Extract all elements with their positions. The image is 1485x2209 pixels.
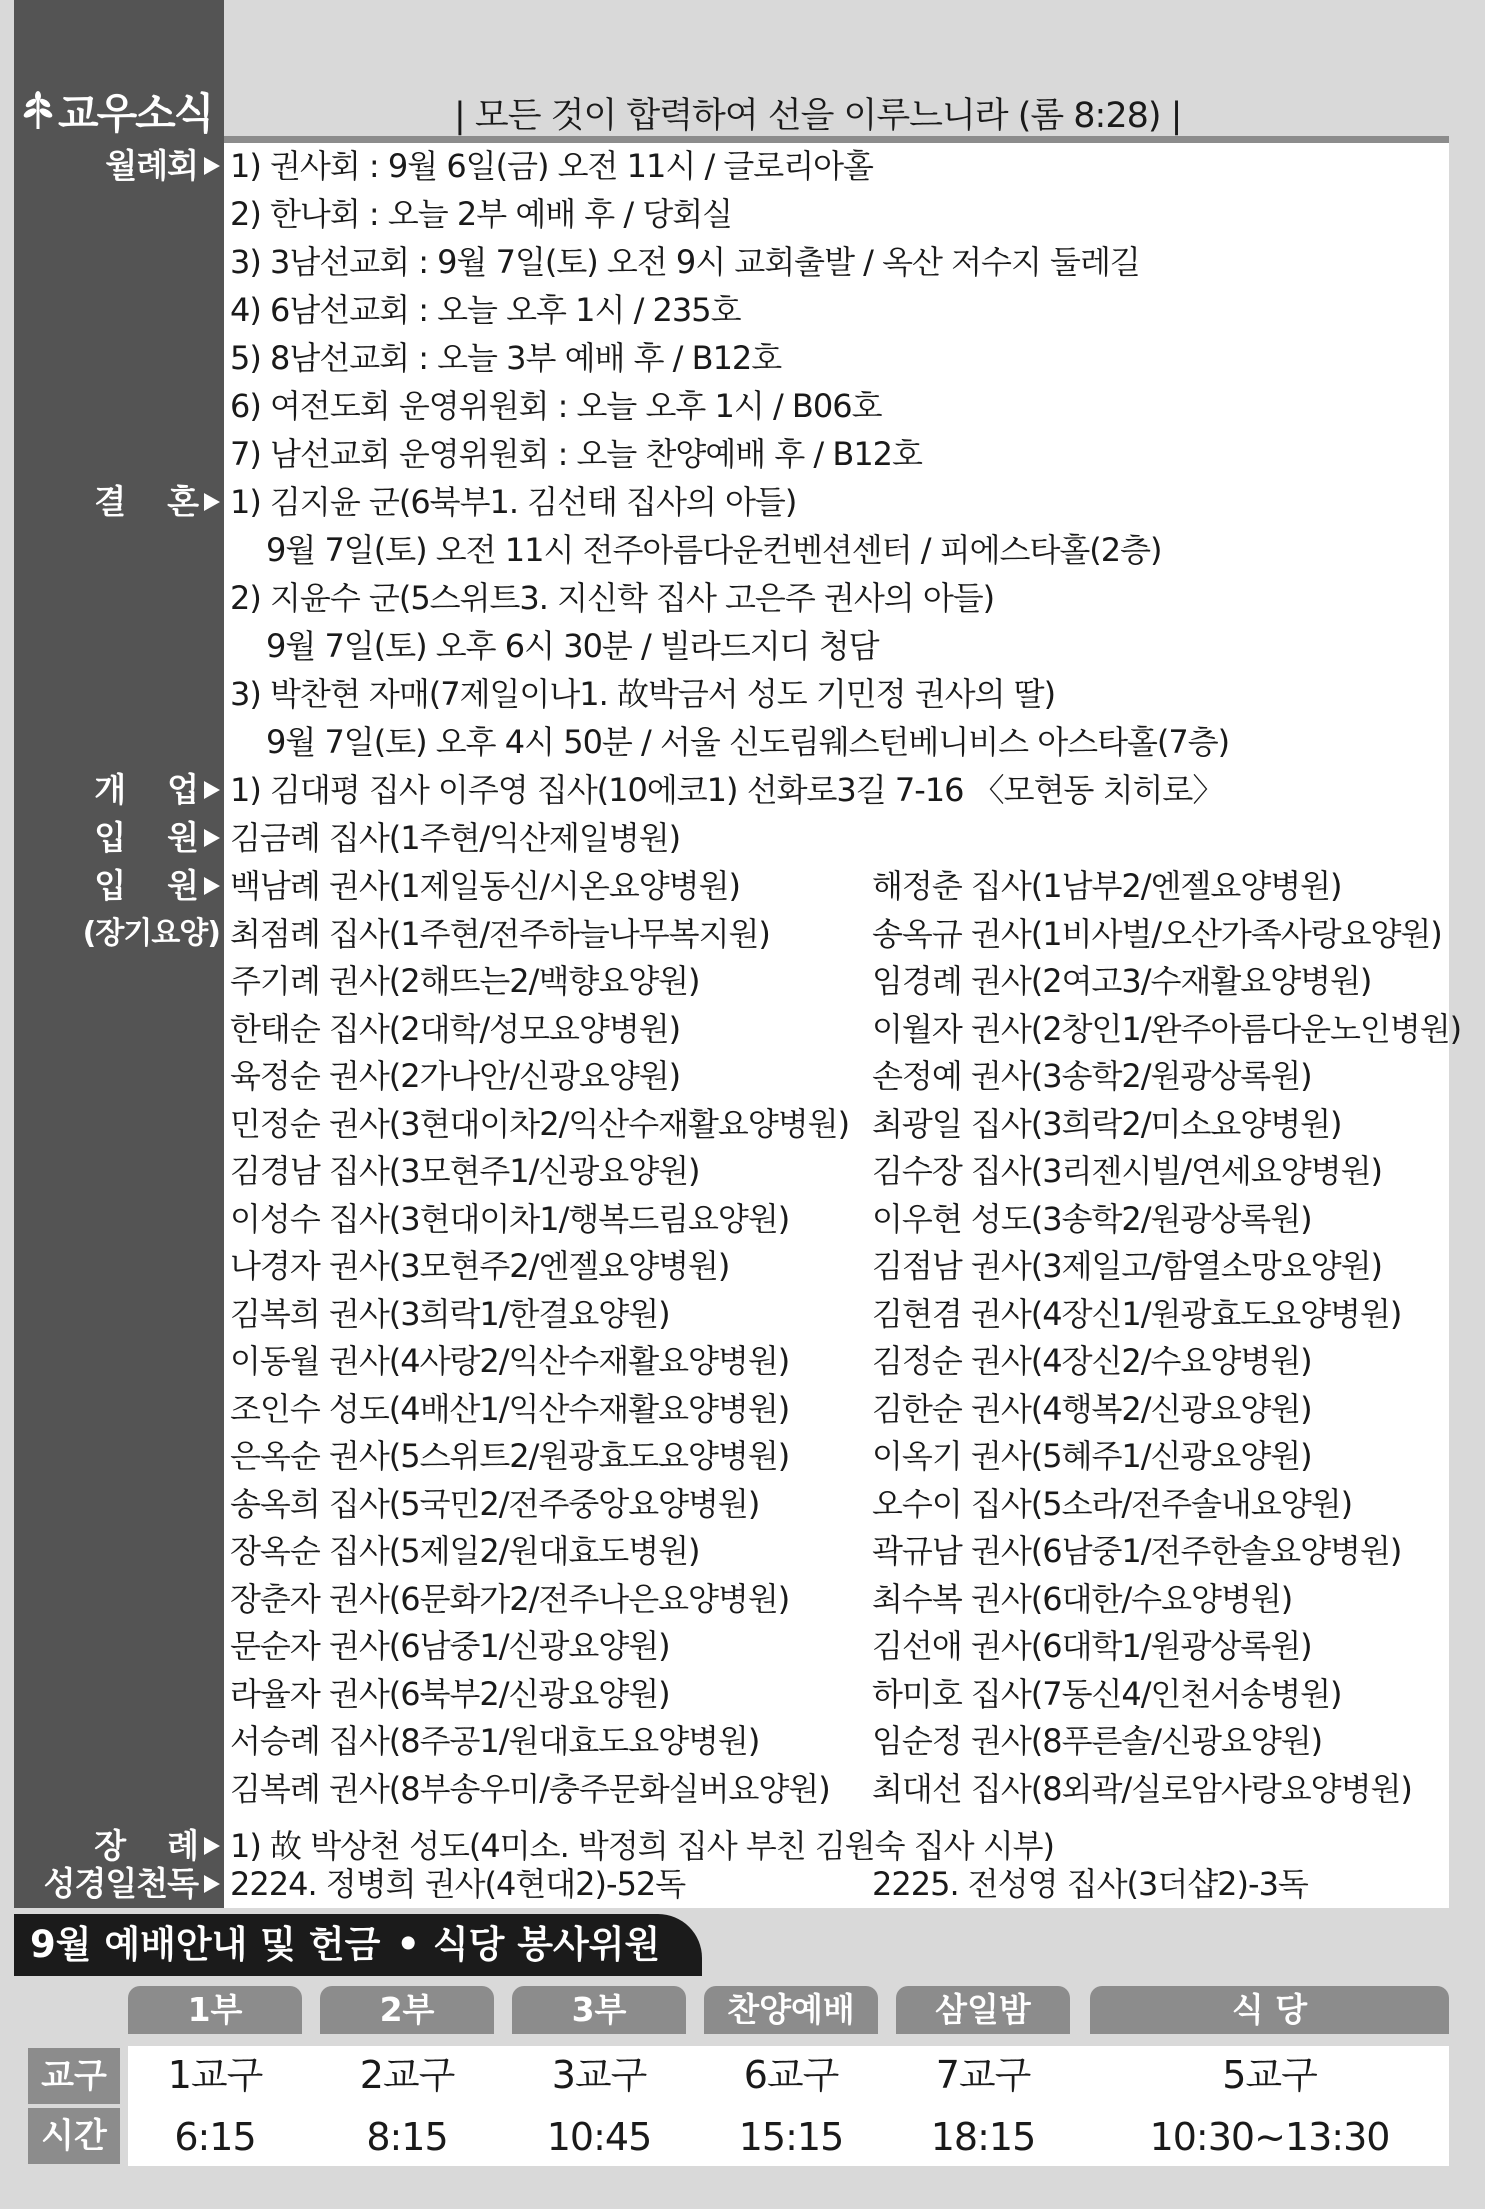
admission-label: 입 원: [14, 814, 224, 862]
longterm-row: [0, 910, 1449, 958]
list-item: 3) 박찬현 자매(7제일이나1. 故박금서 성도 기민정 권사의 딸): [230, 675, 1056, 713]
list-item: 김선애 권사(6대학1/원광상록원): [872, 1627, 1312, 1665]
admission-row: [0, 814, 1449, 862]
district-cell: 1교구: [167, 2053, 263, 2097]
list-item: 주기례 권사(2해뜨는2/백향요양원): [230, 962, 700, 1000]
list-item: 문순자 권사(6남중1/신광요양원): [230, 1627, 670, 1665]
district-cell: 3교구: [551, 2053, 647, 2097]
triangle-right-icon: [204, 1875, 220, 1893]
bible-reading-row: [0, 1860, 1449, 1908]
monthly-meeting-row-4: [0, 286, 1449, 334]
time-cell: 10:30~13:30: [1149, 2115, 1390, 2159]
list-item: 임순정 권사(8푸른솔/신광요양원): [872, 1722, 1323, 1760]
triangle-right-icon: [204, 1837, 220, 1855]
list-item: 나경자 권사(3모현주2/엔젤요양병원): [230, 1247, 730, 1285]
time-cell: 15:15: [738, 2115, 844, 2159]
list-item: 9월 7일(토) 오후 4시 50분 / 서울 신도림웨스턴베니비스 아스타홀(7층): [266, 723, 1230, 761]
list-item: 9월 7일(토) 오후 6시 30분 / 빌라드지디 청담: [266, 627, 879, 665]
opening-label: 개 업: [14, 766, 224, 814]
monthly-meeting-row-1: [0, 142, 1449, 190]
list-item: 육정순 권사(2가나안/신광요양원): [230, 1057, 681, 1095]
list-item: 1) 김대평 집사 이주영 집사(10에코1) 선화로3길 7-16 〈모현동 치히로〉: [230, 771, 1224, 809]
longterm-row: [0, 1480, 1449, 1528]
longterm-row: [0, 1195, 1449, 1243]
longterm-row: [0, 1290, 1449, 1338]
list-item: 최대선 집사(8외곽/실로암사랑요양병원): [872, 1769, 1412, 1808]
list-item: 이성수 집사(3현대이차1/행복드림요양원): [230, 1199, 790, 1238]
longterm-row: [0, 1432, 1449, 1480]
wedding-row-4: [0, 622, 1449, 670]
longterm-row: [0, 1052, 1449, 1100]
district-cell: 7교구: [935, 2053, 1031, 2097]
list-item: 김경남 집사(3모현주1/신광요양원): [230, 1152, 700, 1190]
list-item: 2225. 전성영 집사(3더샵2)-3독: [872, 1865, 1308, 1903]
list-item: 은옥순 권사(5스위트2/원광효도요양병원): [230, 1437, 790, 1475]
wedding-row-3: [0, 574, 1449, 622]
district-cell: 5교구: [1222, 2053, 1317, 2097]
section-title-text: 교우소식: [58, 89, 213, 138]
longterm-row: [0, 1717, 1449, 1765]
column-header: 삼일밤: [896, 1986, 1070, 2034]
worship-title-text: 9월 예배안내 및 헌금: [30, 1923, 381, 1966]
column-header: 식 당: [1090, 1986, 1449, 2034]
wedding-label: 결 혼: [14, 478, 224, 526]
triangle-right-icon: [204, 781, 220, 799]
wedding-row-6: [0, 718, 1449, 766]
monthly-meeting-label: 월례회: [14, 142, 224, 190]
list-item: 2) 한나회 : 오늘 2부 예배 후 / 당회실: [230, 195, 733, 233]
longterm-row: [0, 1242, 1449, 1290]
section-title: [14, 86, 224, 136]
longterm-row: [0, 1670, 1449, 1718]
list-item: 9월 7일(토) 오전 11시 전주아름다운컨벤션센터 / 피에스타홀(2층): [266, 531, 1162, 569]
bible-verse: | 모든 것이 합력하여 선을 이루느니라 (롬 8:28) |: [454, 96, 1182, 136]
longterm-row: [0, 1100, 1449, 1148]
longterm-row: [0, 1337, 1449, 1385]
bible-reading-label: 성경일천독: [14, 1860, 224, 1908]
list-item: 오수이 집사(5소라/전주솔내요양원): [872, 1484, 1353, 1523]
longterm-label: 입 원: [14, 862, 224, 910]
list-item: 조인수 성도(4배산1/익산수재활요양병원): [230, 1389, 790, 1428]
longterm-row: [0, 1575, 1449, 1623]
list-item: 김점남 권사(3제일고/함열소망요양원): [872, 1247, 1382, 1285]
time-cell: 8:15: [366, 2115, 448, 2159]
list-item: 최점례 집사(1주현/전주하늘나무복지원): [230, 914, 770, 953]
list-item: 1) 故 박상천 성도(4미소. 박정희 집사 부친 김원숙 집사 시부): [230, 1827, 1055, 1865]
list-item: 손정예 권사(3송학2/원광상록원): [872, 1057, 1312, 1095]
list-item: 이우현 성도(3송학2/원광상록원): [872, 1199, 1312, 1238]
triangle-right-icon: [204, 877, 220, 895]
list-item: 곽규남 권사(6남중1/전주한솔요양병원): [872, 1532, 1402, 1570]
longterm-row: [0, 1765, 1449, 1813]
list-item: 송옥규 권사(1비사벌/오산가족사랑요양원): [872, 914, 1442, 953]
wedding-row-5: [0, 670, 1449, 718]
list-item: 김정순 권사(4장신2/수요양병원): [872, 1342, 1312, 1380]
triangle-right-icon: [204, 829, 220, 847]
list-item: 3) 3남선교회 : 9월 7일(토) 오전 9시 교회출발 / 옥산 저수지 둘레길: [230, 243, 1140, 281]
list-item: 송옥희 집사(5국민2/전주중앙요양병원): [230, 1484, 760, 1523]
list-item: 백남례 권사(1제일동신/시온요양병원): [230, 867, 740, 905]
list-item: 6) 여전도회 운영위원회 : 오늘 오후 1시 / B06호: [230, 387, 882, 425]
column-header: 3부: [512, 1986, 686, 2034]
monthly-meeting-row-2: [0, 190, 1449, 238]
longterm-row: [0, 1385, 1449, 1433]
list-item: 2224. 정병희 권사(4현대2)-52독: [230, 1865, 686, 1903]
list-item: 최광일 집사(3희락2/미소요양병원): [872, 1104, 1342, 1143]
longterm-row: [0, 1527, 1449, 1575]
worship-section-title: [14, 1914, 702, 1976]
list-item: 장옥순 집사(5제일2/원대효도병원): [230, 1532, 700, 1570]
row-label-district: 교구: [28, 2048, 120, 2104]
funeral-label: 장 례: [14, 1822, 224, 1870]
time-cell: 18:15: [930, 2115, 1036, 2159]
longterm-row: [0, 862, 1449, 910]
row-label-time: 시간: [28, 2108, 120, 2164]
list-item: 이월자 권사(2창인1/완주아름다운노인병원): [872, 1009, 1462, 1048]
list-item: 이옥기 권사(5혜주1/신광요양원): [872, 1437, 1312, 1475]
list-item: 하미호 집사(7동신4/인천서송병원): [872, 1674, 1342, 1713]
column-header: 2부: [320, 1986, 494, 2034]
leaf-icon: [20, 91, 56, 131]
triangle-right-icon: [204, 157, 220, 175]
list-item: 이동월 권사(4사랑2/익산수재활요양병원): [230, 1342, 790, 1380]
longterm-row: [0, 957, 1449, 1005]
list-item: 임경례 권사(2여고3/수재활요양병원): [872, 962, 1372, 1000]
list-item: 한태순 집사(2대학/성모요양병원): [230, 1009, 681, 1048]
monthly-meeting-row-6: [0, 382, 1449, 430]
wedding-row-2: [0, 526, 1449, 574]
monthly-meeting-row-3: [0, 238, 1449, 286]
time-cell: 10:45: [546, 2115, 652, 2159]
list-item: 7) 남선교회 운영위원회 : 오늘 찬양예배 후 / B12호: [230, 435, 922, 473]
list-item: 1) 김지윤 군(6북부1. 김선태 집사의 아들): [230, 483, 797, 521]
list-item: 서승례 집사(8주공1/원대효도요양병원): [230, 1722, 760, 1760]
list-item: 1) 권사회 : 9월 6일(금) 오전 11시 / 글로리아홀: [230, 147, 873, 185]
list-item: 해정춘 집사(1남부2/엔젤요양병원): [872, 867, 1342, 905]
list-item: 김현겸 권사(4장신1/원광효도요양병원): [872, 1294, 1402, 1333]
longterm-row: [0, 1005, 1462, 1053]
list-item: 4) 6남선교회 : 오늘 오후 1시 / 235호: [230, 291, 741, 329]
list-item: 김한순 권사(4행복2/신광요양원): [872, 1389, 1312, 1428]
list-item: 김금례 집사(1주현/익산제일병원): [230, 819, 681, 857]
list-item: 김복례 권사(8부송우미/충주문화실버요양원): [230, 1769, 830, 1808]
list-item: 2) 지윤수 군(5스위트3. 지신학 집사 고은주 권사의 아들): [230, 579, 995, 617]
list-item: 최수복 권사(6대한/수요양병원): [872, 1579, 1293, 1618]
district-cell: 6교구: [743, 2053, 839, 2097]
time-cell: 6:15: [174, 2115, 256, 2159]
list-item: 5) 8남선교회 : 오늘 3부 예배 후 / B12호: [230, 339, 782, 377]
triangle-right-icon: [204, 493, 220, 511]
district-cell: 2교구: [359, 2053, 455, 2097]
cafeteria-title-text: • 식당 봉사위원: [396, 1923, 661, 1966]
column-header: 1부: [128, 1986, 302, 2034]
monthly-meeting-row-5: [0, 334, 1449, 382]
list-item: 김수장 집사(3리젠시빌/연세요양병원): [872, 1152, 1382, 1190]
longterm-row: [0, 1147, 1449, 1195]
opening-row: [0, 766, 1449, 814]
list-item: 민정순 권사(3현대이차2/익산수재활요양병원): [230, 1104, 850, 1143]
wedding-row-1: [0, 478, 1449, 526]
list-item: 라율자 권사(6북부2/신광요양원): [230, 1674, 670, 1713]
longterm-sublabel: (장기요양): [82, 915, 220, 951]
column-header: 찬양예배: [704, 1986, 878, 2034]
list-item: 장춘자 권사(6문화가2/전주나은요양병원): [230, 1579, 790, 1618]
list-item: 김복희 권사(3희락1/한결요양원): [230, 1294, 670, 1333]
longterm-row: [0, 1622, 1449, 1670]
monthly-meeting-row-7: [0, 430, 1449, 478]
